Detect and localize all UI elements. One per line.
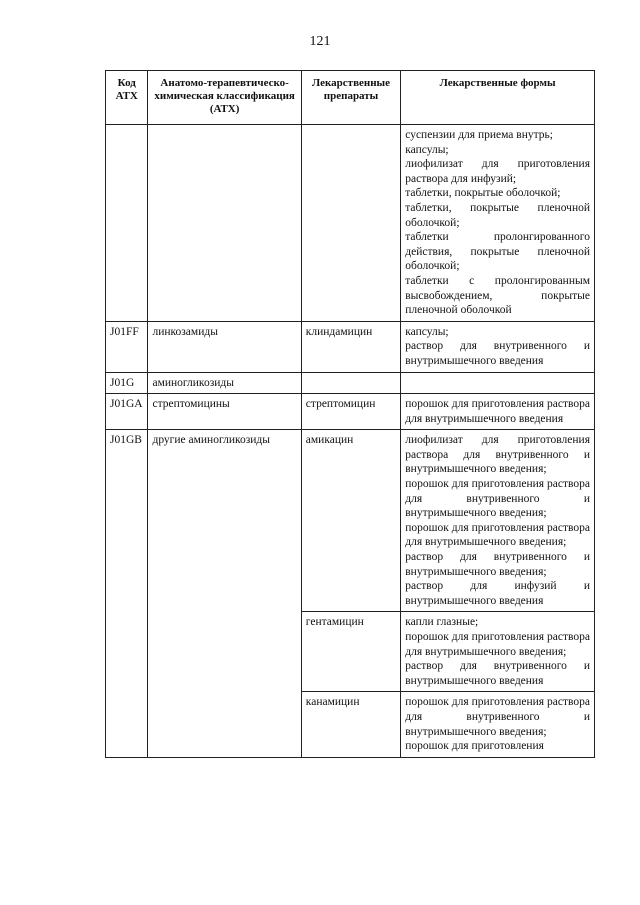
table-row <box>106 125 595 322</box>
cell-forms <box>401 125 595 322</box>
page-number: 121 <box>309 34 331 49</box>
cell-code: J01GA <box>106 394 148 430</box>
table-row <box>106 394 595 430</box>
cell-code: J01G <box>106 372 148 394</box>
form-item: порошок для приготовления раствора для внутримышечного введения <box>405 398 590 425</box>
cell-forms <box>401 430 595 612</box>
cell-drug: стрептомицин <box>301 394 400 430</box>
cell-classification: линкозамиды <box>148 321 301 372</box>
cell-drug: гентамицин <box>301 612 400 692</box>
table-header-row <box>106 71 595 125</box>
header-forms: Лекарственные формы <box>401 71 595 125</box>
header-drugs: Лекарственные препараты <box>301 71 400 125</box>
cell-forms <box>401 692 595 757</box>
cell-classification: другие аминогликозиды <box>148 430 301 757</box>
form-item: капсулы; <box>405 143 449 156</box>
form-item: раствор для инфузий и внутримышечного введения <box>405 580 590 607</box>
form-item: лиофилизат для приготовления раствора для инфузий; <box>405 158 590 185</box>
form-item: капли глазные; <box>405 616 479 629</box>
header-classification: Анатомо-терапевтическо-химическая классификация (АТХ) <box>148 71 301 125</box>
form-item: раствор для внутривенного и внутримышечного введения <box>405 660 590 687</box>
cell-drug: клиндамицин <box>301 321 400 372</box>
form-item: порошок для приготовления <box>405 740 544 753</box>
cell-classification <box>148 125 301 322</box>
form-item: лиофилизат для приготовления раствора для внутривенного и внутримышечного введения; <box>405 434 590 476</box>
form-item: таблетки пролонгированного действия, покрытые пленочной оболочкой; <box>405 231 590 273</box>
form-item: порошок для приготовления раствора для внутримышечного введения; <box>405 521 590 549</box>
form-item: капсулы; <box>405 325 449 338</box>
cell-forms <box>401 612 595 692</box>
cell-forms <box>401 372 595 394</box>
form-item: порошок для приготовления раствора для внутривенного и внутримышечного введения; <box>405 696 590 738</box>
atx-drug-table <box>105 70 595 758</box>
cell-code: J01FF <box>106 321 148 372</box>
cell-forms <box>401 394 595 430</box>
cell-drug: канамицин <box>301 692 400 757</box>
cell-classification: аминогликозиды <box>148 372 301 394</box>
table-row <box>106 430 595 612</box>
header-code: Код АТХ <box>106 71 148 125</box>
form-item: таблетки с пролонгированным высвобождением, покрытые пленочной оболочкой <box>405 274 590 317</box>
form-item: суспензии для приема внутрь; <box>405 129 553 141</box>
form-item: таблетки, покрытые пленочной оболочкой; <box>405 201 590 229</box>
cell-forms <box>401 321 595 372</box>
cell-classification: стрептомицины <box>148 394 301 430</box>
cell-code <box>106 125 148 322</box>
cell-drug <box>301 372 400 394</box>
table-row <box>106 321 595 372</box>
form-item: порошок для приготовления раствора для внутримышечного введения; <box>405 631 590 658</box>
form-item: таблетки, покрытые оболочкой; <box>405 187 561 200</box>
form-item: порошок для приготовления раствора для внутривенного и внутримышечного введения; <box>405 478 590 520</box>
table-row <box>106 372 595 394</box>
form-item: раствор для внутривенного и внутримышечного введения; <box>405 551 590 578</box>
cell-code: J01GB <box>106 430 148 757</box>
cell-drug <box>301 125 400 322</box>
form-item: раствор для внутривенного и внутримышечного введения <box>405 340 590 367</box>
cell-drug: амикацин <box>301 430 400 612</box>
